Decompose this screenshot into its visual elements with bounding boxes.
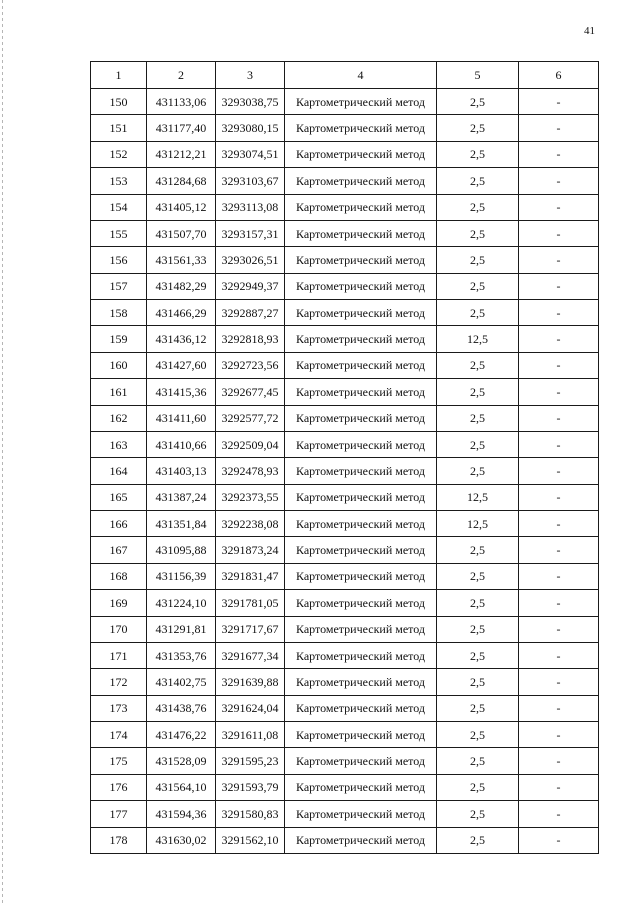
y-coordinate-cell: 3292949,37 bbox=[216, 273, 285, 299]
table-row bbox=[91, 115, 599, 141]
y-coordinate-cell: 3292373,55 bbox=[216, 484, 285, 510]
method-cell: Картометрический метод bbox=[285, 194, 437, 220]
y-coordinate-cell: 3292478,93 bbox=[216, 458, 285, 484]
table-row bbox=[91, 300, 599, 326]
method-cell: Картометрический метод bbox=[285, 89, 437, 115]
method-cell: Картометрический метод bbox=[285, 300, 437, 326]
x-coordinate-cell: 431410,66 bbox=[147, 431, 216, 457]
method-cell: Картометрический метод bbox=[285, 220, 437, 246]
y-coordinate-cell: 3292577,72 bbox=[216, 405, 285, 431]
method-cell: Картометрический метод bbox=[285, 722, 437, 748]
coordinates-table bbox=[90, 61, 599, 854]
x-coordinate-cell: 431284,68 bbox=[147, 168, 216, 194]
point-number-cell: 166 bbox=[91, 511, 147, 537]
point-number-cell: 161 bbox=[91, 379, 147, 405]
method-cell: Картометрический метод bbox=[285, 352, 437, 378]
method-cell: Картометрический метод bbox=[285, 484, 437, 510]
table-row bbox=[91, 273, 599, 299]
accuracy-cell: 2,5 bbox=[437, 141, 519, 167]
table-row bbox=[91, 774, 599, 800]
accuracy-cell: 12,5 bbox=[437, 511, 519, 537]
method-cell: Картометрический метод bbox=[285, 511, 437, 537]
method-cell: Картометрический метод bbox=[285, 590, 437, 616]
x-coordinate-cell: 431411,60 bbox=[147, 405, 216, 431]
note-cell: - bbox=[519, 827, 599, 853]
y-coordinate-cell: 3292238,08 bbox=[216, 511, 285, 537]
header-cell-6: 6 bbox=[519, 62, 599, 89]
table-row bbox=[91, 89, 599, 115]
note-cell: - bbox=[519, 801, 599, 827]
table-row bbox=[91, 563, 599, 589]
method-cell: Картометрический метод bbox=[285, 379, 437, 405]
y-coordinate-cell: 3291624,04 bbox=[216, 695, 285, 721]
accuracy-cell: 2,5 bbox=[437, 695, 519, 721]
note-cell: - bbox=[519, 537, 599, 563]
table-row bbox=[91, 827, 599, 853]
method-cell: Картометрический метод bbox=[285, 537, 437, 563]
table-row bbox=[91, 669, 599, 695]
y-coordinate-cell: 3293038,75 bbox=[216, 89, 285, 115]
point-number-cell: 156 bbox=[91, 247, 147, 273]
note-cell: - bbox=[519, 300, 599, 326]
header-cell-1: 1 bbox=[91, 62, 147, 89]
method-cell: Картометрический метод bbox=[285, 405, 437, 431]
accuracy-cell: 2,5 bbox=[437, 168, 519, 194]
table-row bbox=[91, 141, 599, 167]
table-row bbox=[91, 511, 599, 537]
note-cell: - bbox=[519, 431, 599, 457]
x-coordinate-cell: 431630,02 bbox=[147, 827, 216, 853]
table-row bbox=[91, 484, 599, 510]
page-edge-line bbox=[2, 0, 3, 905]
accuracy-cell: 2,5 bbox=[437, 642, 519, 668]
point-number-cell: 154 bbox=[91, 194, 147, 220]
method-cell: Картометрический метод bbox=[285, 774, 437, 800]
point-number-cell: 155 bbox=[91, 220, 147, 246]
table-row bbox=[91, 642, 599, 668]
accuracy-cell: 12,5 bbox=[437, 326, 519, 352]
table-header-row bbox=[91, 62, 599, 89]
point-number-cell: 151 bbox=[91, 115, 147, 141]
method-cell: Картометрический метод bbox=[285, 616, 437, 642]
point-number-cell: 165 bbox=[91, 484, 147, 510]
point-number-cell: 177 bbox=[91, 801, 147, 827]
x-coordinate-cell: 431212,21 bbox=[147, 141, 216, 167]
point-number-cell: 175 bbox=[91, 748, 147, 774]
note-cell: - bbox=[519, 405, 599, 431]
table-row bbox=[91, 352, 599, 378]
point-number-cell: 170 bbox=[91, 616, 147, 642]
point-number-cell: 174 bbox=[91, 722, 147, 748]
note-cell: - bbox=[519, 748, 599, 774]
x-coordinate-cell: 431427,60 bbox=[147, 352, 216, 378]
point-number-cell: 163 bbox=[91, 431, 147, 457]
x-coordinate-cell: 431224,10 bbox=[147, 590, 216, 616]
y-coordinate-cell: 3291831,47 bbox=[216, 563, 285, 589]
point-number-cell: 168 bbox=[91, 563, 147, 589]
y-coordinate-cell: 3291580,83 bbox=[216, 801, 285, 827]
note-cell: - bbox=[519, 590, 599, 616]
table-row bbox=[91, 405, 599, 431]
note-cell: - bbox=[519, 563, 599, 589]
y-coordinate-cell: 3293113,08 bbox=[216, 194, 285, 220]
table-body bbox=[91, 62, 599, 854]
y-coordinate-cell: 3291593,79 bbox=[216, 774, 285, 800]
x-coordinate-cell: 431436,12 bbox=[147, 326, 216, 352]
point-number-cell: 176 bbox=[91, 774, 147, 800]
table-row bbox=[91, 801, 599, 827]
accuracy-cell: 2,5 bbox=[437, 247, 519, 273]
note-cell: - bbox=[519, 141, 599, 167]
x-coordinate-cell: 431482,29 bbox=[147, 273, 216, 299]
x-coordinate-cell: 431594,36 bbox=[147, 801, 216, 827]
x-coordinate-cell: 431291,81 bbox=[147, 616, 216, 642]
point-number-cell: 159 bbox=[91, 326, 147, 352]
note-cell: - bbox=[519, 774, 599, 800]
note-cell: - bbox=[519, 220, 599, 246]
x-coordinate-cell: 431466,29 bbox=[147, 300, 216, 326]
table-row bbox=[91, 194, 599, 220]
header-cell-4: 4 bbox=[285, 62, 437, 89]
accuracy-cell: 2,5 bbox=[437, 616, 519, 642]
x-coordinate-cell: 431476,22 bbox=[147, 722, 216, 748]
y-coordinate-cell: 3292818,93 bbox=[216, 326, 285, 352]
x-coordinate-cell: 431351,84 bbox=[147, 511, 216, 537]
point-number-cell: 152 bbox=[91, 141, 147, 167]
y-coordinate-cell: 3292887,27 bbox=[216, 300, 285, 326]
accuracy-cell: 2,5 bbox=[437, 722, 519, 748]
accuracy-cell: 2,5 bbox=[437, 405, 519, 431]
method-cell: Картометрический метод bbox=[285, 168, 437, 194]
method-cell: Картометрический метод bbox=[285, 247, 437, 273]
note-cell: - bbox=[519, 168, 599, 194]
y-coordinate-cell: 3291562,10 bbox=[216, 827, 285, 853]
x-coordinate-cell: 431405,12 bbox=[147, 194, 216, 220]
y-coordinate-cell: 3293074,51 bbox=[216, 141, 285, 167]
header-cell-5: 5 bbox=[437, 62, 519, 89]
note-cell: - bbox=[519, 695, 599, 721]
accuracy-cell: 2,5 bbox=[437, 379, 519, 405]
point-number-cell: 171 bbox=[91, 642, 147, 668]
x-coordinate-cell: 431528,09 bbox=[147, 748, 216, 774]
accuracy-cell: 2,5 bbox=[437, 220, 519, 246]
point-number-cell: 153 bbox=[91, 168, 147, 194]
accuracy-cell: 2,5 bbox=[437, 273, 519, 299]
y-coordinate-cell: 3291677,34 bbox=[216, 642, 285, 668]
method-cell: Картометрический метод bbox=[285, 827, 437, 853]
table-row bbox=[91, 168, 599, 194]
accuracy-cell: 2,5 bbox=[437, 89, 519, 115]
note-cell: - bbox=[519, 273, 599, 299]
note-cell: - bbox=[519, 326, 599, 352]
table-row bbox=[91, 220, 599, 246]
table-row bbox=[91, 431, 599, 457]
accuracy-cell: 2,5 bbox=[437, 115, 519, 141]
table-row bbox=[91, 247, 599, 273]
x-coordinate-cell: 431177,40 bbox=[147, 115, 216, 141]
method-cell: Картометрический метод bbox=[285, 801, 437, 827]
method-cell: Картометрический метод bbox=[285, 563, 437, 589]
y-coordinate-cell: 3291781,05 bbox=[216, 590, 285, 616]
accuracy-cell: 2,5 bbox=[437, 827, 519, 853]
method-cell: Картометрический метод bbox=[285, 273, 437, 299]
point-number-cell: 172 bbox=[91, 669, 147, 695]
x-coordinate-cell: 431564,10 bbox=[147, 774, 216, 800]
point-number-cell: 162 bbox=[91, 405, 147, 431]
method-cell: Картометрический метод bbox=[285, 141, 437, 167]
accuracy-cell: 2,5 bbox=[437, 563, 519, 589]
point-number-cell: 158 bbox=[91, 300, 147, 326]
accuracy-cell: 2,5 bbox=[437, 537, 519, 563]
method-cell: Картометрический метод bbox=[285, 326, 437, 352]
note-cell: - bbox=[519, 511, 599, 537]
page-number: 41 bbox=[584, 25, 595, 37]
note-cell: - bbox=[519, 352, 599, 378]
method-cell: Картометрический метод bbox=[285, 695, 437, 721]
table-row bbox=[91, 722, 599, 748]
method-cell: Картометрический метод bbox=[285, 458, 437, 484]
x-coordinate-cell: 431133,06 bbox=[147, 89, 216, 115]
x-coordinate-cell: 431415,36 bbox=[147, 379, 216, 405]
x-coordinate-cell: 431507,70 bbox=[147, 220, 216, 246]
x-coordinate-cell: 431438,76 bbox=[147, 695, 216, 721]
point-number-cell: 164 bbox=[91, 458, 147, 484]
point-number-cell: 169 bbox=[91, 590, 147, 616]
x-coordinate-cell: 431402,75 bbox=[147, 669, 216, 695]
note-cell: - bbox=[519, 484, 599, 510]
note-cell: - bbox=[519, 669, 599, 695]
point-number-cell: 157 bbox=[91, 273, 147, 299]
table-row bbox=[91, 616, 599, 642]
y-coordinate-cell: 3291595,23 bbox=[216, 748, 285, 774]
accuracy-cell: 2,5 bbox=[437, 669, 519, 695]
table-row bbox=[91, 379, 599, 405]
method-cell: Картометрический метод bbox=[285, 669, 437, 695]
accuracy-cell: 2,5 bbox=[437, 352, 519, 378]
accuracy-cell: 2,5 bbox=[437, 774, 519, 800]
method-cell: Картометрический метод bbox=[285, 115, 437, 141]
accuracy-cell: 2,5 bbox=[437, 590, 519, 616]
method-cell: Картометрический метод bbox=[285, 748, 437, 774]
accuracy-cell: 2,5 bbox=[437, 801, 519, 827]
note-cell: - bbox=[519, 115, 599, 141]
accuracy-cell: 2,5 bbox=[437, 300, 519, 326]
note-cell: - bbox=[519, 642, 599, 668]
point-number-cell: 167 bbox=[91, 537, 147, 563]
y-coordinate-cell: 3293026,51 bbox=[216, 247, 285, 273]
point-number-cell: 160 bbox=[91, 352, 147, 378]
x-coordinate-cell: 431095,88 bbox=[147, 537, 216, 563]
note-cell: - bbox=[519, 458, 599, 484]
x-coordinate-cell: 431353,76 bbox=[147, 642, 216, 668]
y-coordinate-cell: 3291717,67 bbox=[216, 616, 285, 642]
y-coordinate-cell: 3293103,67 bbox=[216, 168, 285, 194]
y-coordinate-cell: 3291873,24 bbox=[216, 537, 285, 563]
x-coordinate-cell: 431561,33 bbox=[147, 247, 216, 273]
y-coordinate-cell: 3292677,45 bbox=[216, 379, 285, 405]
table-row bbox=[91, 458, 599, 484]
point-number-cell: 178 bbox=[91, 827, 147, 853]
note-cell: - bbox=[519, 379, 599, 405]
accuracy-cell: 2,5 bbox=[437, 458, 519, 484]
table-row bbox=[91, 537, 599, 563]
point-number-cell: 173 bbox=[91, 695, 147, 721]
table-row bbox=[91, 326, 599, 352]
note-cell: - bbox=[519, 89, 599, 115]
x-coordinate-cell: 431403,13 bbox=[147, 458, 216, 484]
y-coordinate-cell: 3293080,15 bbox=[216, 115, 285, 141]
header-cell-3: 3 bbox=[216, 62, 285, 89]
table-row bbox=[91, 695, 599, 721]
accuracy-cell: 2,5 bbox=[437, 748, 519, 774]
point-number-cell: 150 bbox=[91, 89, 147, 115]
y-coordinate-cell: 3292723,56 bbox=[216, 352, 285, 378]
note-cell: - bbox=[519, 194, 599, 220]
note-cell: - bbox=[519, 722, 599, 748]
header-cell-2: 2 bbox=[147, 62, 216, 89]
table-row bbox=[91, 590, 599, 616]
method-cell: Картометрический метод bbox=[285, 642, 437, 668]
accuracy-cell: 2,5 bbox=[437, 194, 519, 220]
accuracy-cell: 2,5 bbox=[437, 431, 519, 457]
note-cell: - bbox=[519, 616, 599, 642]
y-coordinate-cell: 3291611,08 bbox=[216, 722, 285, 748]
note-cell: - bbox=[519, 247, 599, 273]
x-coordinate-cell: 431156,39 bbox=[147, 563, 216, 589]
y-coordinate-cell: 3293157,31 bbox=[216, 220, 285, 246]
y-coordinate-cell: 3291639,88 bbox=[216, 669, 285, 695]
accuracy-cell: 12,5 bbox=[437, 484, 519, 510]
y-coordinate-cell: 3292509,04 bbox=[216, 431, 285, 457]
table-row bbox=[91, 748, 599, 774]
x-coordinate-cell: 431387,24 bbox=[147, 484, 216, 510]
method-cell: Картометрический метод bbox=[285, 431, 437, 457]
